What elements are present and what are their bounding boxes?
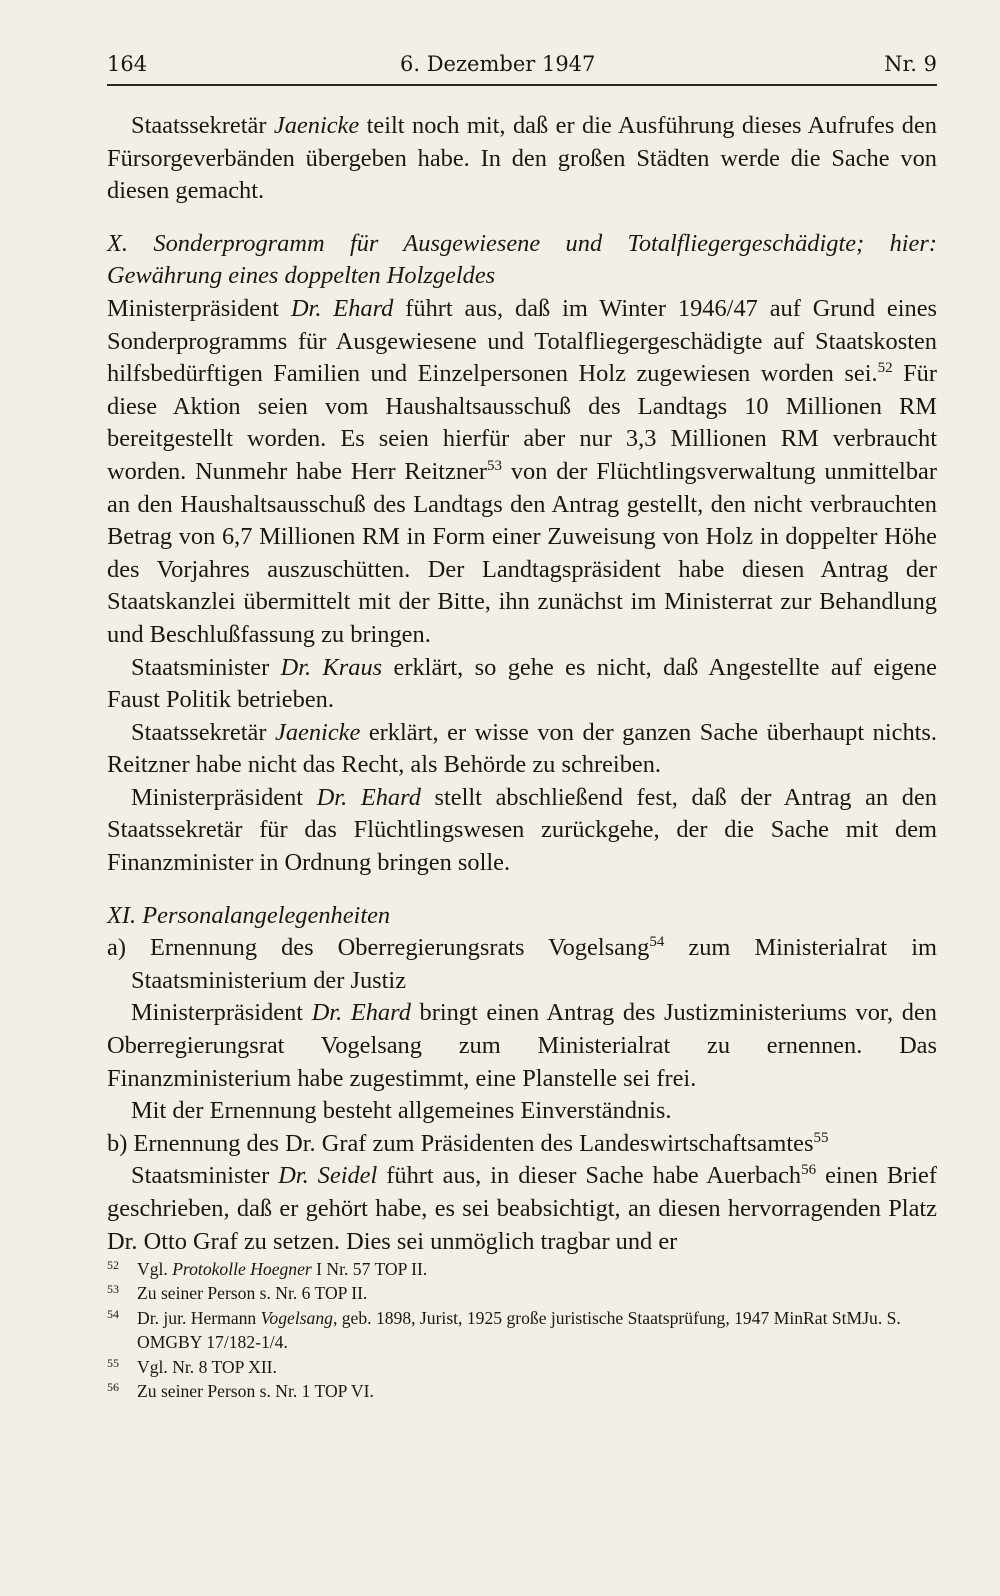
paragraph: Staatsminister Dr. Kraus erklärt, so gehe es nicht, daß Angestellte auf eigene Faust Politik betrieben. <box>107 653 937 714</box>
footnotes <box>107 1257 937 1403</box>
person-name: Kraus <box>322 653 383 681</box>
footnote-number: 52 <box>107 1258 119 1272</box>
footnote-ref[interactable]: 56 <box>801 1162 817 1179</box>
section-heading-xi: XI. Personalangelegenheiten <box>107 901 391 929</box>
page-header <box>107 46 937 82</box>
header-rule <box>107 84 937 86</box>
paragraph: Ministerpräsident Dr. Ehard führt aus, daß im Winter 1946/47 auf Grund eines Sonderprogramms für Ausgewiesene und Totalfliegergeschädigte auf Staatskosten hilfsbedürftigen Familien und Einzelpersonen Holz zugewiesen worden sei.$^{52}$ Für diese Aktion seien vom Haushaltsausschuß des Landtags 10 Millionen RM bereitgestellt worden. Es seien hierfür aber nur 3,3 Millionen RM verbraucht worden. Nunmehr habe Herr Reitzner$^{53}$ von der Flüchtlingsverwaltung unmittelbar an den Haushaltsausschuß des Landtags den Antrag gestellt, den nicht verbrauchten Betrag von 6,7 Millionen RM in Form einer Zuweisung von Holz in doppelter Höhe des Vorjahres auszuschütten. Der Landtagspräsident habe diesen Antrag der Staatskanzlei übermittelt mit der Bitte, ihn zunächst im Ministerrat zur Behandlung und Beschlußfassung zu bringen. <box>107 294 938 648</box>
text-run: teilt noch mit, daß er die Ausführung dieses Aufrufes den Fürsorgeverbänden übergeben habe. In den großen Städten werde die Sache von diesen gemacht. <box>107 112 938 205</box>
paragraph: Staatsminister Dr. Seidel führt aus, in dieser Sache habe Auerbach$^{56}$ einen Brief geschrieben, daß er gehört habe, es sei beabsichtigt, an diesen hervorragenden Platz Dr. Otto Graf zu setzen. Dies sei unmöglich tragbar und er <box>107 1162 937 1255</box>
main-text <box>107 110 937 1258</box>
list-item-b: b) Ernennung des Dr. Graf zum Präsidenten des Landeswirtschaftsamtes$^{55}$ <box>107 1129 829 1157</box>
paragraph: Ministerpräsident Dr. Ehard stellt abschließend fest, daß der Antrag an den Staatssekretär für das Flüchtlingswesen zurückgehe, der die Sache mit dem Finanzminister in Ordnung bringen solle. <box>107 783 937 877</box>
footnote-ref[interactable]: 55 <box>813 1129 829 1146</box>
footnote-ref[interactable]: 52 <box>877 360 893 377</box>
paragraph: Staatssekretär Jaenicke erklärt, er wisse von der ganzen Sache überhaupt nichts. Reitzner habe nicht das Recht, als Behörde zu schreiben. <box>107 718 938 779</box>
footnote-number: 53 <box>107 1282 119 1297</box>
section-heading-x: X. Sonderprogramm für Ausgewiesene und Totalfliegergeschädigte; hier: Gewährung eines doppelten Holzgeldes <box>107 229 937 290</box>
footnote: 55 Vgl. Nr. 8 TOP XII. <box>107 1355 937 1379</box>
header-date: 6. Dezember 1947 <box>400 52 596 76</box>
page-number: 164 <box>107 52 148 76</box>
footnote-ref[interactable]: 54 <box>649 934 665 951</box>
person-name: Ehard <box>360 783 421 811</box>
person-name: Ehard <box>350 999 411 1027</box>
text-run: Staatssekretär <box>131 112 274 139</box>
issue-number: Nr. 9 <box>884 52 937 76</box>
person-name: Jaenicke <box>273 112 360 139</box>
footnote: 52 Vgl. Protokolle Hoegner I Nr. 57 TOP II. <box>107 1257 937 1281</box>
footnote-number: 55 <box>107 1355 119 1370</box>
footnote: 56 Zu seiner Person s. Nr. 1 TOP VI. <box>107 1379 937 1403</box>
paragraph: Mit der Ernennung besteht allgemeines Einverständnis. <box>131 1097 672 1125</box>
person-name: Dr. Ehard <box>290 294 394 322</box>
footnote: 54 Dr. jur. Hermann Vogelsang, geb. 1898, Jurist, 1925 große juristische Staatsprüfung, 1947 MinRat StMJu. S. OMGBY 17/182-1/4. <box>107 1306 937 1355</box>
footnote-number: 54 <box>107 1306 119 1321</box>
footnote: 53 Zu seiner Person s. Nr. 6 TOP II. <box>107 1281 937 1305</box>
paragraph: Ministerpräsident Dr. Ehard bringt einen Antrag des Justizministeriums vor, den Oberregierungsrat Vogelsang zum Ministerialrat zu ernennen. Das Finanzministerium habe zugestimmt, eine Planstelle sei frei. <box>107 999 937 1092</box>
person-name: Jaenicke <box>275 718 361 746</box>
footnote-number: 56 <box>107 1380 119 1395</box>
paragraph <box>107 110 937 208</box>
person-name: Seidel <box>317 1162 378 1190</box>
list-item-a: a) Ernennung des Oberregierungsrats Vogelsang$^{54}$ zum Ministerialrat im Staatsministerium der Justiz <box>107 934 937 994</box>
footnote-ref[interactable]: 53 <box>487 457 503 474</box>
